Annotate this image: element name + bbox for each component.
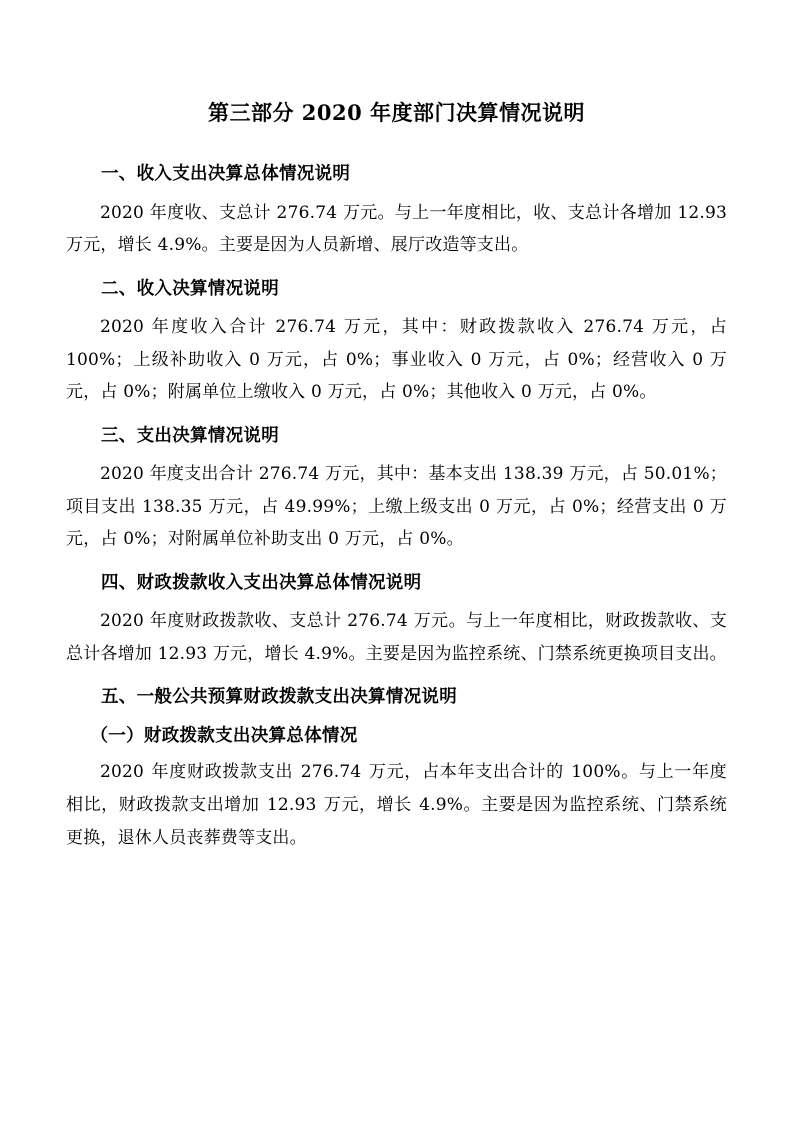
sub-heading-5-1: （一）财政拨款支出决算总体情况 [90, 726, 358, 747]
section-heading-5: 五、一般公共预算财政拨款支出决算情况说明 [101, 687, 457, 708]
section-heading-2: 二、收入决算情况说明 [101, 278, 279, 299]
section-heading-4: 四、财政拨款收入支出决算总体情况说明 [101, 572, 422, 593]
section-paragraph-5-1: 2020 年度财政拨款支出 276.74 万元，占本年支出合计的 100%。与上一年度相比，财政拨款支出增加 12.93 万元，增长 4.9%。主要是因为监控系统、门禁系统更换，退休人员丧葬费等支出。 [66, 762, 727, 848]
section-paragraph-3-1: 2020 年度支出合计 276.74 万元，其中：基本支出 138.39 万元，占 50.01%；项目支出 138.35 万元，占 49.99%；上缴上级支出 0 万元，占 0%；经营支出 0 万元，占 0%；对附属单位补助支出 0 万元，占 0%。 [66, 463, 727, 550]
section-paragraph-4-1: 2020 年度财政拨款收、支总计 276.74 万元。与上一年度相比，财政拨款收、支总计各增加 12.93 万元，增长 4.9%。主要是因为监控系统、门禁系统更换项目支出。 [66, 610, 727, 664]
section-paragraph-2-1: 2020 年度收入合计 276.74 万元，其中：财政拨款收入 276.74 万元，占 100%；上级补助收入 0 万元，占 0%；事业收入 0 万元，占 0%；经营收入 0 万元，占 0%；附属单位上缴收入 0 万元，占 0%；其他收入 0 万元，占 0%。 [66, 316, 727, 403]
section-heading-1: 一、收入支出决算总体情况说明 [101, 164, 351, 185]
section-heading-3: 三、支出决算情况说明 [101, 425, 279, 446]
section-paragraph-1-1: 2020 年度收、支总计 276.74 万元。与上一年度相比，收、支总计各增加 12.93 万元，增长 4.9%。主要是因为人员新增、展厅改造等支出。 [66, 202, 727, 256]
page-title: 第三部分 2020 年度部门决算情况说明 [207, 100, 586, 125]
